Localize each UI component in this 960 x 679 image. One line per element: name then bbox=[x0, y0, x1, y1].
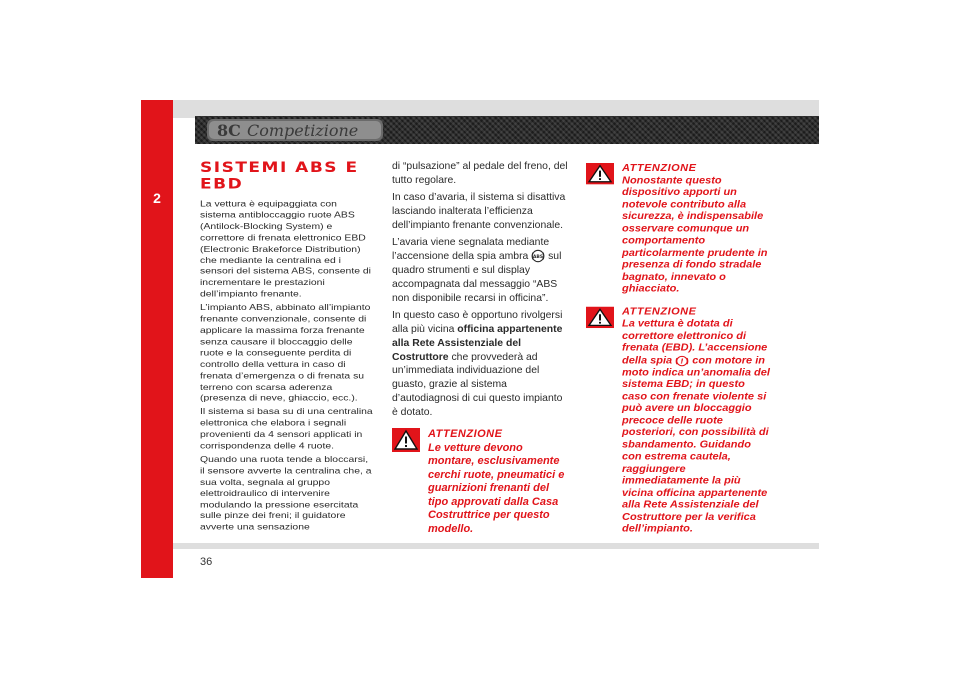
warning-text: Nonostante questo dispositivo apporti un notevole contributo alla sicurezza, è indispensabile osservare comunque un comportamento particolarmente prudente in presenza di fondo stradale bagnato, innevato o ghiacciato. bbox=[622, 175, 768, 295]
text-fragment: sul quadro strumenti e sul display accompagnata dal messaggio “ABS non disponibile recarsi in officina”. bbox=[392, 251, 562, 304]
warning-box bbox=[392, 428, 568, 536]
warning-title: ATTENZIONE bbox=[622, 163, 697, 174]
text-fragment: L’avaria viene segnalata mediante l’accensione della spia ambra bbox=[392, 236, 550, 263]
paragraph: L’impianto ABS, abbinato all’impianto frenante convenzionale, consente di applicare la massima forza frenante senza causare il bloccaggio delle ruote e la conseguente perdita di controllo della vettura in caso di frenata d’emergenza o di frenata su terreno con scarsa aderenza (presenza di neve, ghiaccio, ecc.). bbox=[200, 303, 371, 404]
column-left bbox=[200, 160, 374, 536]
page-number: 36 bbox=[200, 556, 213, 568]
warning-triangle-icon bbox=[392, 428, 420, 452]
paragraph: Il sistema si basa su di una centralina elettronica che elabora i segnali provenienti da 4 sensori applicati in corrispondenza delle 4 ruote. bbox=[200, 407, 373, 451]
chapter-sidebar bbox=[141, 100, 173, 578]
svg-text:Competizione: Competizione bbox=[247, 121, 359, 140]
warning-text bbox=[622, 318, 770, 536]
warning-triangle-icon bbox=[586, 163, 614, 184]
footer-bar bbox=[173, 543, 819, 549]
text-fragment: con motore in moto indica un’anomalia del sistema EBD; in questo caso con frenate violente si può avere un bloccaggio precoce delle ruote posteriori, con possibilità di sbandamento. Guidando con estrema cautela, raggiungere immediatamente la più vicina officina appartenente alla Rete Assistenziale del Costruttore per la verifica dell’impianto. bbox=[622, 355, 770, 535]
brand-logo bbox=[207, 118, 383, 142]
warning-box bbox=[586, 306, 770, 536]
ebd-icon-label: ! bbox=[680, 356, 684, 366]
svg-text:8C: 8C bbox=[217, 121, 241, 140]
warning-box bbox=[586, 163, 770, 296]
ebd-warning-light-icon bbox=[675, 354, 689, 366]
text-fragment: In questo caso è opportuno rivolgersi alla più vicina bbox=[392, 309, 563, 335]
section-title: SISTEMI ABS E EBD bbox=[200, 160, 359, 193]
header-banner bbox=[195, 116, 819, 144]
abs-icon-label: ABS bbox=[533, 255, 544, 261]
warning-title: ATTENZIONE bbox=[622, 306, 697, 317]
chapter-number: 2 bbox=[153, 190, 161, 206]
warning-text: Le vetture devono montare, esclusivamente cerchi ruote, pneumatici e guarnizioni frenanti del tipo approvati dalla Casa Costruttrice per questo modello. bbox=[428, 441, 565, 535]
paragraph: La vettura è equipaggiata con sistema antibloccaggio ruote ABS (Antilock-Blocking System) e correttore di frenata elettronico EBD (Electronic Brakeforce Distribution) che mediante la centralina ed i sensori del sistema ABS, consente di incrementare le prestazioni dell’impianto frenante. bbox=[200, 199, 371, 300]
column-right bbox=[586, 163, 770, 536]
paragraph: In caso d’avaria, il sistema si disattiva lasciando inalterata l’efficienza dell’impianto frenante convenzionale. bbox=[392, 191, 566, 231]
paragraph: Quando una ruota tende a bloccarsi, il sensore avverte la centralina che, a sua volta, segnala al gruppo elettroidraulico di intervenire modulando la pressione esercitata sulle pinze dei freni; il guidatore avverte una sensazione bbox=[200, 455, 372, 533]
column-middle bbox=[392, 160, 568, 536]
paragraph bbox=[392, 309, 568, 420]
bold-text: officina appartenente alla Rete Assistenziale del Costruttore bbox=[392, 323, 563, 363]
abs-warning-light-icon bbox=[531, 249, 545, 263]
paragraph: di “pulsazione” al pedale del freno, del tutto regolare. bbox=[392, 161, 568, 186]
paragraph-with-icon bbox=[392, 236, 568, 306]
warning-title: ATTENZIONE bbox=[428, 428, 503, 441]
warning-triangle-icon bbox=[586, 306, 614, 327]
text-fragment: La vettura è dotata di correttore elettronico di frenata (EBD). L’accensione della spia bbox=[622, 318, 768, 366]
text-fragment: che provvederà ad un’immediata individuazione del guasto, grazie al sistema d’autodiagnosi di cui questo impianto è dotato. bbox=[392, 351, 563, 419]
